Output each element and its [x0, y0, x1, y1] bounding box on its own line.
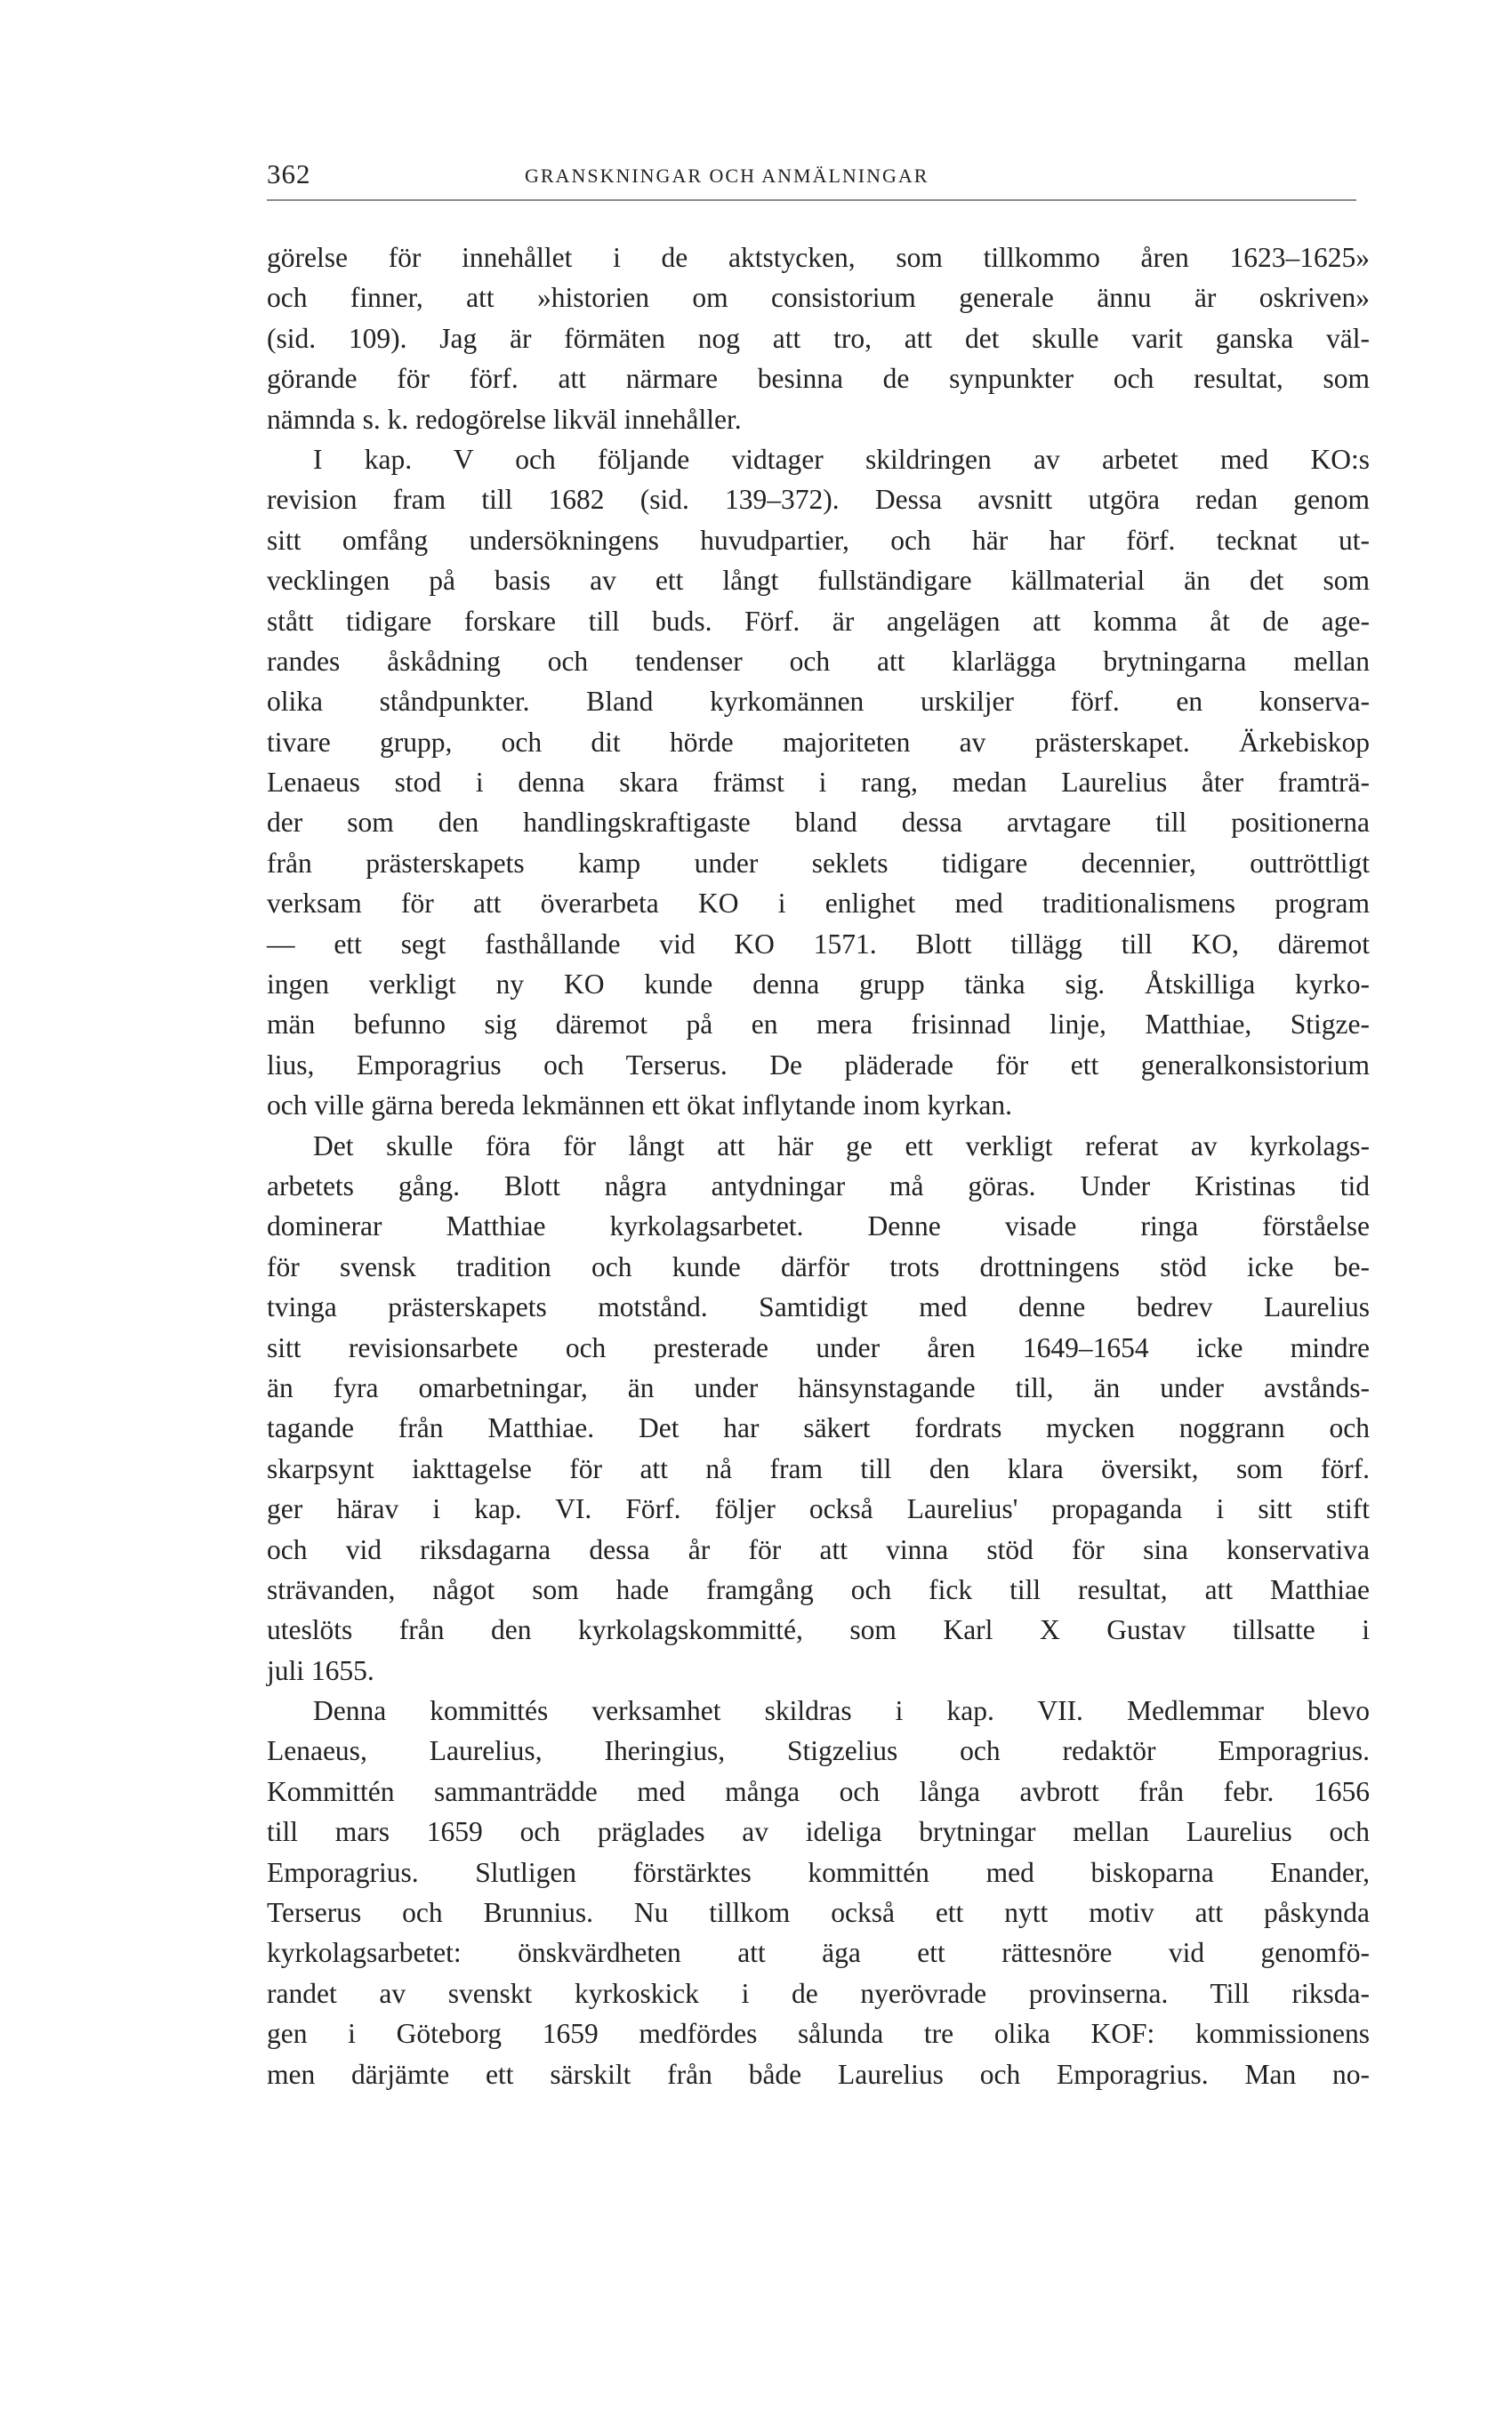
text-line: Denna kommittés verksamhet skildras i kap. VII. Medlemmar blevo [313, 1695, 1370, 1727]
text-line: och ville gärna bereda lekmännen ett ökat inflytande inom kyrkan. [267, 1089, 1012, 1121]
text-line: till mars 1659 och präglades av ideliga brytningar mellan Laurelius och [267, 1816, 1370, 1848]
text-line: ingen verkligt ny KO kunde denna grupp tänka sig. Åtskilliga kyrko- [267, 968, 1370, 1001]
page-number: 362 [267, 158, 311, 189]
text-line: lius, Emporagrius och Terserus. De pläderade för ett generalkonsistorium [267, 1049, 1370, 1081]
text-line: sitt omfång undersökningens huvudpartier, och här har förf. tecknat ut- [267, 524, 1370, 556]
text-line: Lenaeus, Laurelius, Iheringius, Stigzelius och redaktör Emporagrius. [267, 1735, 1370, 1767]
text-line: Det skulle föra för långt att här ge ett verkligt referat av kyrkolags- [313, 1129, 1370, 1161]
text-line: och vid riksdagarna dessa år för att vinna stöd för sina konservativa [267, 1533, 1370, 1565]
text-line: dominerar Matthiae kyrkolagsarbetet. Denne visade ringa förståelse [267, 1210, 1370, 1242]
text-line: och finner, att »historien om consistorium generale ännu är oskriven» [267, 282, 1370, 314]
text-line: arbetets gång. Blott några antydningar må göras. Under Kristinas tid [267, 1169, 1370, 1201]
text-line: men därjämte ett särskilt från både Laurelius och Emporagrius. Man no- [267, 2058, 1370, 2090]
text-line: randes åskådning och tendenser och att klarlägga brytningarna mellan [267, 645, 1370, 677]
running-head: GRANSKNINGAR OCH ANMÄLNINGAR [525, 165, 929, 187]
text-line: Kommittén sammanträdde med många och långa avbrott från febr. 1656 [267, 1775, 1370, 1807]
text-line: (sid. 109). Jag är förmäten nog att tro, att det skulle varit ganska väl- [267, 322, 1370, 354]
text-line: olika ståndpunkter. Bland kyrkomännen urskiljer förf. en konserva- [267, 686, 1370, 718]
text-line: juli 1655. [267, 1654, 374, 1686]
body-text [267, 237, 1370, 2094]
text-line: strävanden, något som hade framgång och fick till resultat, att Matthiae [267, 1573, 1370, 1605]
text-line: Terserus och Brunnius. Nu tillkom också ett nytt motiv att påskynda [267, 1897, 1370, 1929]
text-line: gen i Göteborg 1659 medfördes sålunda tre olika KOF: kommissionens [267, 2018, 1370, 2050]
text-line: kyrkolagsarbetet: önskvärdheten att äga ett rättesnöre vid genomfö- [267, 1937, 1370, 1969]
text-line: — ett segt fasthållande vid KO 1571. Blott tillägg till KO, däremot [267, 928, 1370, 960]
text-line: Lenaeus stod i denna skara främst i rang, medan Laurelius åter framträ- [267, 767, 1370, 799]
text-line: Emporagrius. Slutligen förstärktes kommittén med biskoparna Enander, [267, 1856, 1370, 1888]
text-line: stått tidigare forskare till buds. Förf. är angelägen att komma åt de age- [267, 605, 1370, 637]
text-line: der som den handlingskraftigaste bland dessa arvtagare till positionerna [267, 807, 1370, 839]
text-line: randet av svenskt kyrkoskick i de nyerövrade provinserna. Till riksda- [267, 1977, 1370, 2009]
text-line: tvinga prästerskapets motstånd. Samtidigt med denne bedrev Laurelius [267, 1291, 1370, 1323]
page-header [267, 158, 1356, 201]
text-line: män befunno sig däremot på en mera frisinnad linje, Matthiae, Stigze- [267, 1009, 1370, 1041]
text-line: revision fram till 1682 (sid. 139–372). Dessa avsnitt utgöra redan genom [267, 484, 1370, 516]
text-line: görande för förf. att närmare besinna de synpunkter och resultat, som [267, 363, 1370, 395]
text-line: tivare grupp, och dit hörde majoriteten av prästerskapet. Ärkebiskop [267, 726, 1370, 758]
text-line: skarpsynt iakttagelse för att nå fram till den klara översikt, som förf. [267, 1452, 1370, 1484]
text-line: uteslöts från den kyrkolagskommitté, som Karl X Gustav tillsatte i [267, 1614, 1370, 1646]
text-line: för svensk tradition och kunde därför trots drottningens stöd icke be- [267, 1250, 1370, 1282]
text-line: än fyra omarbetningar, än under hänsynstagande till, än under avstånds- [267, 1371, 1370, 1403]
text-line: I kap. V och följande vidtager skildringen av arbetet med KO:s [313, 443, 1370, 475]
text-line: verksam för att överarbeta KO i enlighet med traditionalismens program [267, 888, 1370, 920]
text-line: nämnda s. k. redogörelse likväl innehåller. [267, 403, 742, 435]
text-line: ger härav i kap. VI. Förf. följer också Laurelius' propaganda i sitt stift [267, 1493, 1370, 1525]
text-line: från prästerskapets kamp under seklets tidigare decennier, outtröttligt [267, 847, 1370, 879]
text-line: sitt revisionsarbete och presterade under åren 1649–1654 icke mindre [267, 1331, 1370, 1363]
text-line: vecklingen på basis av ett långt fullständigare källmaterial än det som [267, 565, 1370, 597]
text-line: görelse för innehållet i de aktstycken, som tillkommo åren 1623–1625» [267, 242, 1370, 273]
text-line: tagande från Matthiae. Det har säkert fordrats mycken noggrann och [267, 1412, 1370, 1444]
